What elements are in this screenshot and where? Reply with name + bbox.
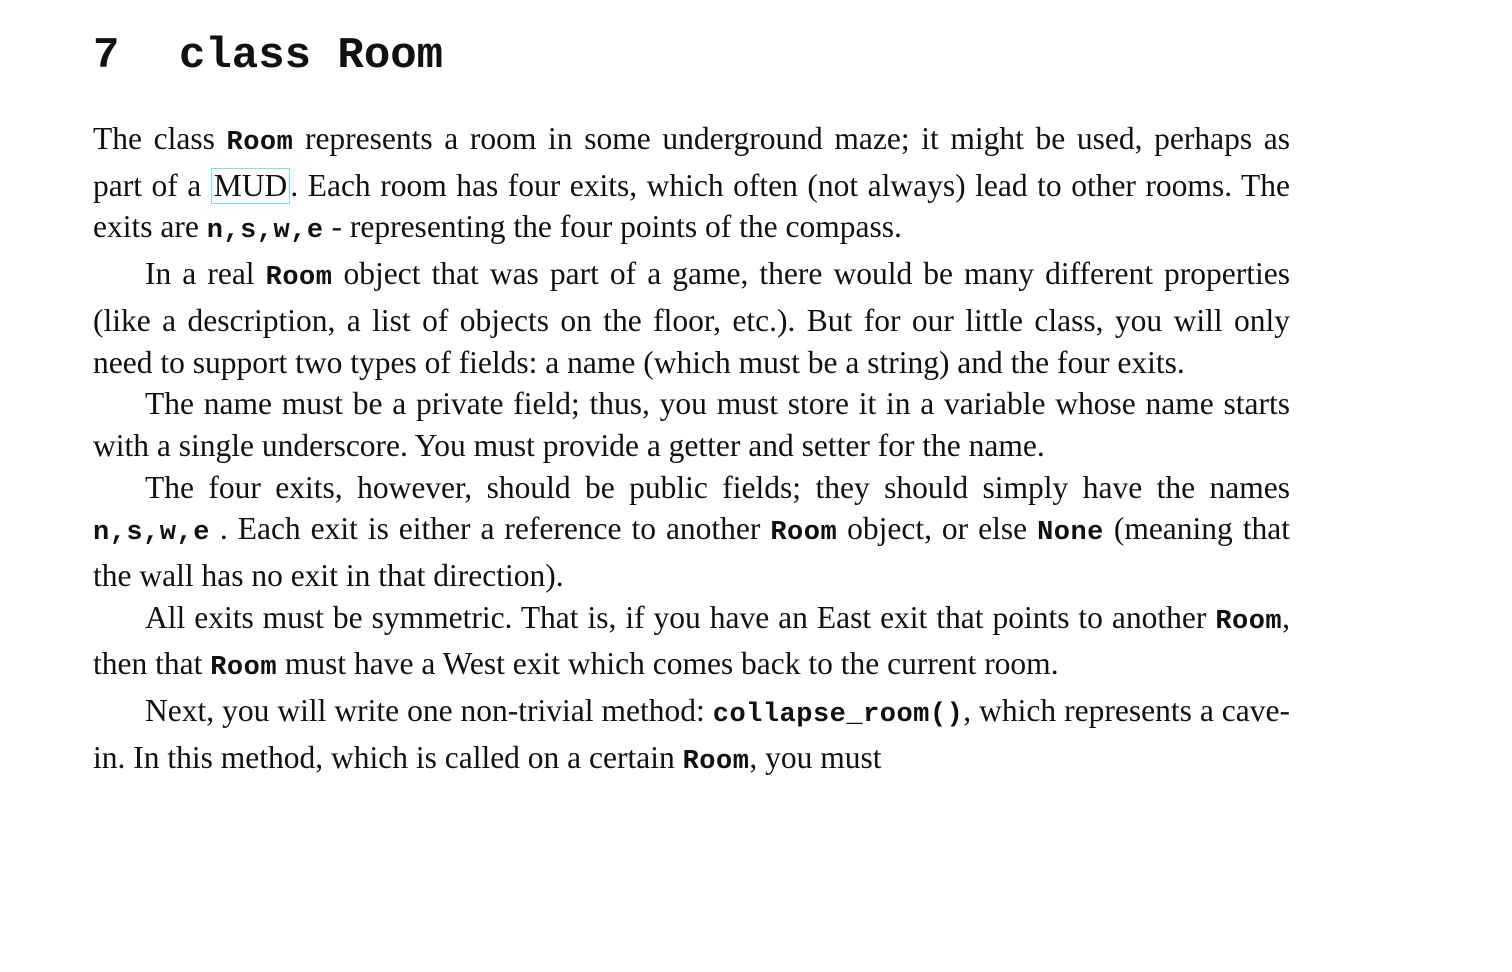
section-title: class Room: [179, 31, 444, 81]
inline-code: Room: [682, 746, 750, 777]
inline-code: Room: [210, 653, 278, 684]
paragraph-text: Next, you will write one non-trivial method:: [145, 693, 713, 729]
paragraph-1: [93, 118, 1290, 253]
paragraph-6: [93, 690, 1290, 783]
paragraph-text: The class: [93, 121, 227, 156]
paragraph-text: All exits must be symmetric. That is, if you have an East exit that points to another: [145, 599, 1216, 635]
paragraph-text: must have a West exit which comes back to the current room.: [277, 646, 1059, 682]
inline-code: Room: [770, 518, 838, 549]
paragraph-text: . Each room has four exits, which often (not always) lead to other rooms. The exits are: [93, 167, 1291, 245]
inline-code: n,s,w,e: [93, 518, 210, 549]
section-heading: [93, 28, 1290, 84]
paragraph-5: [93, 597, 1290, 690]
paragraph-text: represents a room in some underground maze; it might be used, perhaps as part of a: [93, 121, 1290, 203]
mud-link[interactable]: MUD: [211, 168, 291, 204]
paragraph-text: The name must be a private field; thus, you must store it in a variable whose name starts with a single underscore. You must provide a getter and setter for the name.: [93, 386, 1290, 463]
paragraph-text: , which represents a cave-in. In this method, which is called on a certain: [93, 693, 1290, 775]
inline-code: collapse_room(): [712, 700, 964, 731]
inline-code: n,s,w,e: [206, 216, 324, 247]
paragraph-text: The four exits, however, should be public fields; they should simply have the names: [145, 469, 1290, 505]
paragraph-text: , then that: [93, 599, 1290, 682]
paragraph-text: - representing the four points of the compass.: [323, 209, 902, 245]
paragraph-4: [93, 467, 1290, 597]
paragraph-text: (meaning that the wall has no exit in that direction).: [93, 511, 1290, 594]
inline-code: Room: [265, 263, 333, 294]
paragraph-text: . Each exit is either a reference to another: [209, 511, 771, 547]
paragraph-text: object that was part of a game, there would be many different properties (like a description, a list of objects on the floor, etc.). But for our little class, you will only need to support two types of fields: a name (which must be a string) and the four exits.: [93, 256, 1290, 380]
inline-code: Room: [226, 128, 294, 158]
inline-code: None: [1037, 518, 1104, 549]
document-page: [93, 28, 1290, 784]
paragraph-text: In a real: [145, 256, 266, 292]
paragraph-text: object, or else: [837, 511, 1038, 547]
inline-code: Room: [1215, 606, 1283, 637]
paragraph-text: , you must: [749, 739, 882, 775]
paragraph-3: [93, 383, 1290, 466]
paragraph-2: [93, 253, 1290, 383]
section-number: 7: [93, 31, 120, 81]
